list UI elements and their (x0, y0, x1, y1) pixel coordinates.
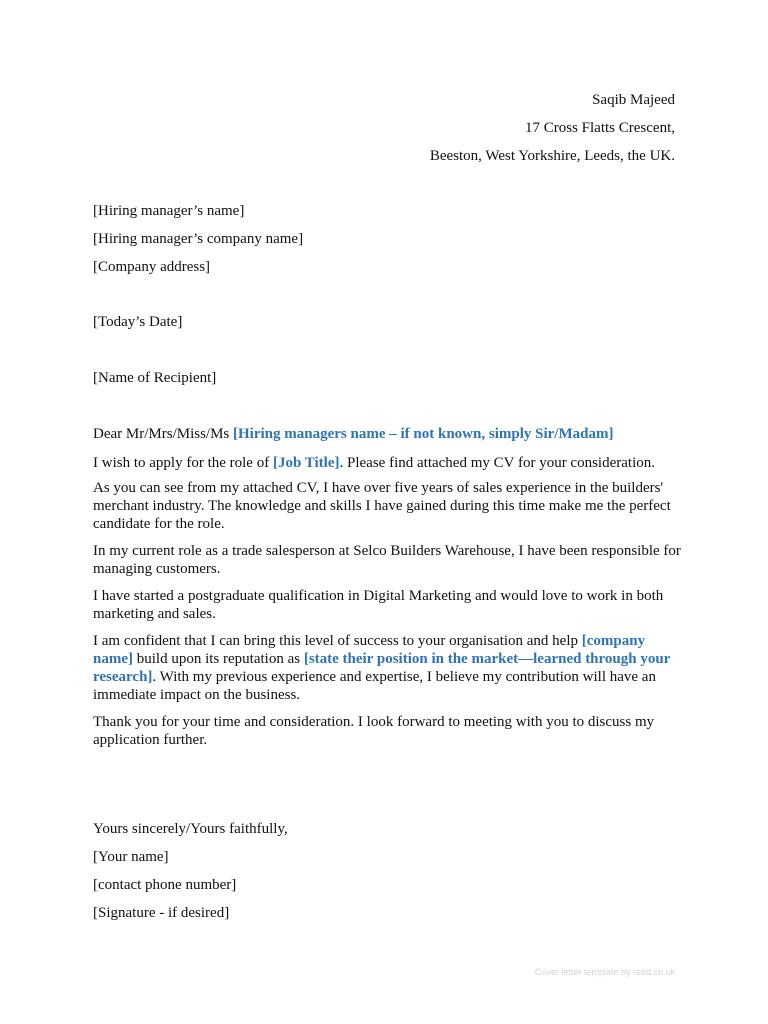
confident-part-1: I am confident that I can bring this level of success to your organisation and help (93, 633, 582, 649)
signature: [Signature - if desired] (93, 905, 230, 921)
hiring-manager-name: [Hiring manager’s name] (93, 203, 245, 219)
market-position-placeholder: [state their position in the market—learned through your research] (93, 651, 671, 685)
sender-address-line-1: 17 Cross Flatts Crescent, (525, 120, 675, 136)
paragraph-thanks: Thank you for your time and consideration. I look forward to meeting with you to discuss my application further. (93, 714, 655, 748)
name-of-recipient: [Name of Recipient] (93, 370, 217, 386)
signoff: Yours sincerely/Yours faithfully, (93, 821, 288, 837)
hiring-manager-company: [Hiring manager’s company name] (93, 231, 304, 247)
salutation-placeholder: [Hiring managers name – if not known, simply Sir/Madam] (233, 426, 614, 442)
apply-before: I wish to apply for the role of (93, 455, 273, 471)
apply-after: . Please find attached my CV for your consideration. (339, 455, 655, 471)
job-title-placeholder: [Job Title] (272, 455, 340, 471)
your-name: [Your name] (93, 849, 169, 865)
paragraph-current-role: In my current role as a trade salesperson at Selco Builders Warehouse, I have been responsible for managing customers. (93, 543, 681, 577)
closing-block (93, 815, 288, 927)
paragraph-postgraduate: I have started a postgraduate qualification in Digital Marketing and would love to work in both marketing and sales. (93, 588, 664, 622)
footer-note: Cover letter template by reed.co.uk (534, 967, 675, 977)
recipient-address-block (93, 197, 303, 281)
letter-date: [Today’s Date] (93, 314, 183, 330)
confident-part-3: . With my previous experience and expertise, I believe my contribution will have an immediate impact on the business. (93, 669, 656, 703)
company-address: [Company address] (93, 259, 211, 275)
sender-address-line-2: Beeston, West Yorkshire, Leeds, the UK. (429, 148, 675, 164)
sender-name: Saqib Majeed (592, 92, 675, 108)
paragraph-apply (93, 449, 683, 477)
contact-phone: [contact phone number] (93, 877, 237, 893)
confident-part-2: build upon its reputation as (133, 651, 304, 667)
company-name-placeholder: [company name] (93, 633, 646, 667)
sender-address-block (430, 86, 675, 170)
salutation-prefix: Dear Mr/Mrs/Miss/Ms (93, 426, 234, 442)
paragraph-confident (93, 632, 683, 704)
salutation (93, 420, 683, 448)
letter-body (93, 420, 683, 749)
paragraph-experience: As you can see from my attached CV, I have over five years of sales experience in the builders' merchant industry. The knowledge and skills I have gained during this time make me the perfect candidate for the role. (93, 480, 671, 532)
